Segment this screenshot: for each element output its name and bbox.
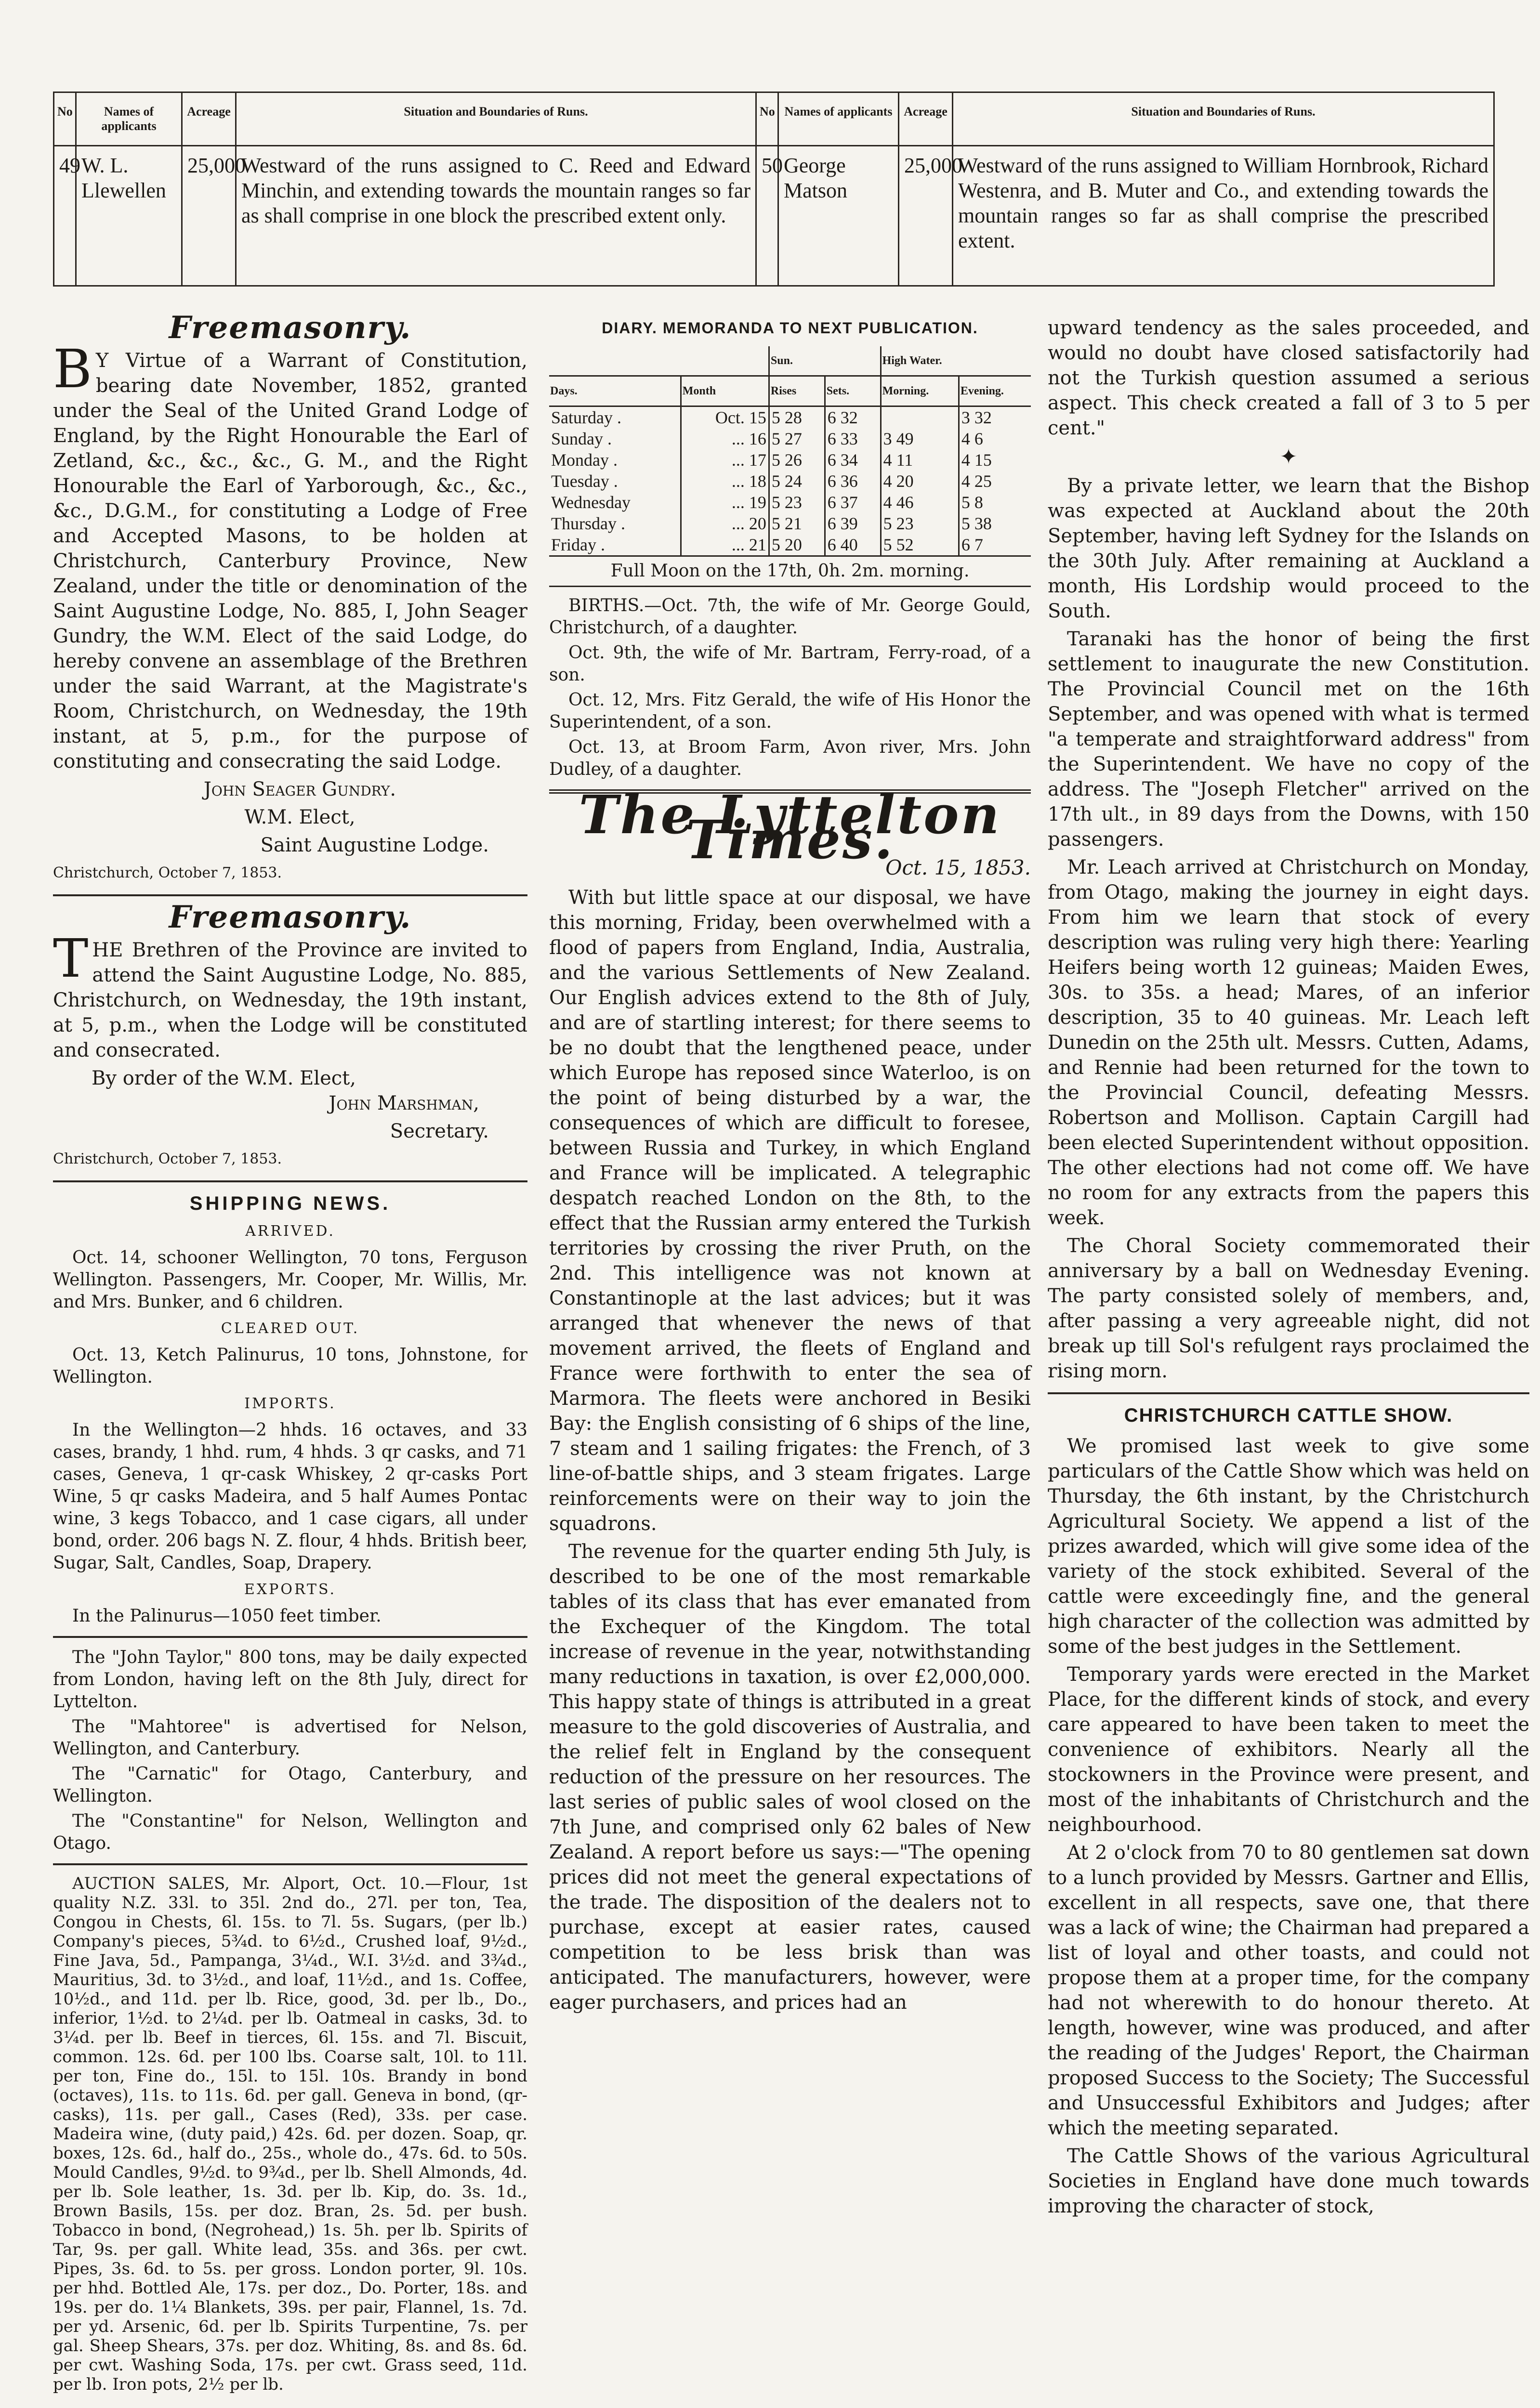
sets-header: Sets. bbox=[825, 376, 881, 406]
cleared-text: Oct. 13, Ketch Palinurus, 10 tons, Johnstone, for Wellington. bbox=[53, 1345, 527, 1387]
water-morning bbox=[881, 406, 959, 429]
header-situation: Situation and Boundaries of Runs. bbox=[953, 92, 1494, 146]
shipping-title: SHIPPING NEWS. bbox=[189, 1193, 391, 1214]
diary-day: Tuesday . bbox=[551, 471, 618, 491]
signature-lodge: Saint Augustine Lodge. bbox=[260, 834, 489, 856]
sun-header: Sun. bbox=[769, 346, 881, 376]
table-row bbox=[549, 534, 1031, 555]
water-header: High Water. bbox=[881, 346, 1031, 376]
header-no: No bbox=[756, 92, 778, 146]
divider bbox=[53, 1863, 527, 1865]
birth-notice: BIRTHS.—Oct. 7th, the wife of Mr. George Gould, Christchurch, of a daughter. bbox=[549, 596, 1031, 638]
freemasonry-heading: Freemasonry. bbox=[169, 310, 412, 346]
water-evening: 4 6 bbox=[959, 428, 1031, 449]
diary-date: ... 20 bbox=[681, 513, 769, 534]
sun-sets: 6 40 bbox=[825, 534, 881, 555]
diary-date: ... 17 bbox=[681, 449, 769, 471]
runs-table bbox=[53, 92, 1495, 287]
sun-sets: 6 33 bbox=[825, 428, 881, 449]
water-morning: 4 46 bbox=[881, 492, 959, 513]
column-left bbox=[53, 310, 527, 2397]
sun-rises: 5 26 bbox=[769, 449, 825, 471]
diary-day: Saturday . bbox=[551, 408, 621, 427]
water-morning: 5 52 bbox=[881, 534, 959, 555]
table-row bbox=[549, 492, 1031, 513]
signature-title: W.M. Elect, bbox=[244, 806, 355, 828]
freemasonry-notice: THE Brethren of the Province are invited to attend the Saint Augustine Lodge, No. 885, Christchurch, on Wednesday, the 19th instant, at 5, p.m., when the Lodge will be constituted and consecrated. bbox=[53, 928, 527, 1061]
diary-date: ... 21 bbox=[681, 534, 769, 555]
sun-rises: 5 20 bbox=[769, 534, 825, 555]
cattle-paragraph: The Cattle Shows of the various Agricultural Societies in England have done much towards improving the character of stock, bbox=[1048, 2145, 1529, 2217]
diary-day: Friday . bbox=[551, 535, 605, 554]
cattle-paragraph: We promised last week to give some particulars of the Cattle Show which was held on Thursday, the 6th instant, by the Christchurch Agricultural Society. We append a list of the prizes awarded, which will give some idea of the variety of the stock exhibited. Several of the cattle were exceedingly fine, and the general high character of the collection was admitted by some of the best judges in the Settlement. bbox=[1048, 1435, 1529, 1658]
table-row bbox=[54, 146, 1494, 286]
sun-sets: 6 36 bbox=[825, 471, 881, 492]
divider bbox=[53, 1636, 527, 1638]
column-middle bbox=[549, 315, 1031, 2018]
diary-title: DIARY. MEMORANDA TO NEXT PUBLICATION. bbox=[602, 319, 978, 337]
water-morning: 3 49 bbox=[881, 428, 959, 449]
column-right bbox=[1048, 315, 1529, 2222]
masthead: The Lyttelton Times. bbox=[579, 784, 1001, 871]
shipping-note: The "John Taylor," 800 tons, may be daily expected from London, having left on the 8th July, direct for Lyttelton. bbox=[53, 1648, 527, 1712]
dateline: Christchurch, October 7, 1853. bbox=[53, 1151, 282, 1167]
news-paragraph: Taranaki has the honor of being the first settlement to inaugurate the new Constitution. The Provincial Council met on the 16th September, and was opened with what is termed "a temperate and straightforward address" from the Superintendent. We have no copy of the address. The "Joseph Fletcher" arrived on the 17th ult., in 89 days from the Downs, with 150 passengers. bbox=[1048, 628, 1529, 851]
cattle-paragraph: At 2 o'clock from 70 to 80 gentlemen sat down to a lunch provided by Messrs. Gartner and Ellis, excellent in all respects, save one, that there was a lack of wine; the Chairman had prepared a list of loyal and other toasts, and could not propose them at a proper time, for the company had not wherewith to do honour thereto. At length, however, wine was produced, and after the reading of the Judges' Report, the Chairman proposed Success to the Society; The Successful and Unsuccessful Exhibitors and Judges; after which the meeting separated. bbox=[1048, 1842, 1529, 2139]
water-evening: 4 25 bbox=[959, 471, 1031, 492]
divider bbox=[1048, 1392, 1529, 1394]
birth-notice: Oct. 9th, the wife of Mr. Bartram, Ferry-road, of a son. bbox=[549, 643, 1031, 685]
diary-day: Sunday . bbox=[551, 429, 612, 448]
run-acreage: 25,000 bbox=[182, 146, 236, 286]
table-row bbox=[549, 449, 1031, 471]
table-row bbox=[549, 406, 1031, 429]
water-evening: 6 7 bbox=[959, 534, 1031, 555]
editorial-paragraph: With but little space at our disposal, we have this morning, Friday, been overwhelmed with a flood of papers from England, India, Australia, and the various Settlements of New Zealand. Our English advices extend to the 8th of July, and are of startling interest; for there seems to be no doubt that the lengthened peace, under which Europe has reposed since Waterloo, is on the point of being disturbed by a war, the consequences of which are difficult to foresee, between Russia and Turkey, in which England and France will be implicated. A telegraphic despatch reached London on the 8th, to the effect that the Russian army entered the Turkish territories by crossing the river Pruth, on the 2nd. This intelligence was not known at Constantinople at the last advices; but it was arranged that whenever the news of that movement arrived, the fleets of England and France were forthwith to enter the sea of Marmora. The fleets were anchored in Besiki Bay: the English consisting of 6 ships of the line, 7 steam and 1 sailing frigates: the French, of 3 line-of-battle ships, and 3 steam frigates. Large reinforcements were on their way to join the squadrons. bbox=[549, 887, 1031, 1535]
header-name: Names of applicants bbox=[778, 92, 899, 146]
run-situation: Westward of the runs assigned to William Hornbrook, Richard Westenra, and B. Muter and Co., and extending towards the mountain ranges so far as shall comprise the prescribed extent. bbox=[953, 146, 1494, 286]
news-paragraph: By a private letter, we learn that the Bishop was expected at Auckland about the 20th September, having left Sydney for the Islands on the 30th July. After remaining at Auckland a month, His Lordship would proceed to the South. bbox=[1048, 475, 1529, 622]
days-header: Days. bbox=[549, 376, 681, 406]
auction-sales: AUCTION SALES, Mr. Alport, Oct. 10.—Flour, 1st quality N.Z. 33l. to 35l. 2nd do., 27l. per ton, Tea, Congou in Chests, 6l. 15s. to 7l. 5s. Sugars, (per lb.) Company's pieces, 5¾d. to 6½d., Crushed loaf, 9½d., Fine Java, 5d., Pampanga, 3¼d., W.I. 3½d. and 3¾d., Mauritius, 3d. to 3½d., and loaf, 11½d., and 1s. Coffee, 10½d., and 11d. per lb. Rice, good, 3d. per lb., Do., inferior, 1½d. to 2¼d. per lb. Oatmeal in casks, 3d. to 3¼d. per lb. Beef in tierces, 6l. 15s. and 7l. Biscuit, common. 12s. 6d. per 100 lbs. Coarse salt, 10l. to 11l. per ton, Fine do., 15l. to 15l. 10s. Brandy in bond (octaves), 11s. to 11s. 6d. per gall. Geneva in bond, (qr-casks), 11s. per gall., Cases (Red), 33s. per case. Madeira wine, (duty paid,) 42s. 6d. per dozen. Soap, qr. boxes, 12s. 6d., half do., 25s., whole do., 47s. 6d. to 50s. Mould Candles, 9½d. to 9¾d., per lb. Shell Almonds, 4d. per lb. Sole leather, 1s. 3d. per lb. Kip, do. 3s. 1d., Brown Basils, 15s. per doz. Bran, 2s. 5d. per bush. Tobacco in bond, (Negrohead,) 1s. 5h. per lb. Spirits of Tar, 9s. per gall. White lead, 35s. and 36s. per cwt. Pipes, 3s. 6d. to 5s. per gross. London porter, 9l. 10s. per hhd. Bottled Ale, 17s. per doz., Do. Porter, 18s. and 19s. per do. 1¼ Blankets, 39s. per pair, Flannel, 1s. 7d. per yd. Arsenic, 6d. per lb. Spirits Turpentine, 7s. per gal. Sheep Shears, 37s. per doz. Whiting, 8s. and 8s. 6d. per cwt. Washing Soda, 17s. per cwt. Grass seed, 11d. per lb. Iron pots, 2½ per lb. bbox=[53, 1874, 527, 2394]
sun-rises: 5 28 bbox=[769, 406, 825, 429]
sun-rises: 5 21 bbox=[769, 513, 825, 534]
divider bbox=[53, 1180, 527, 1182]
diary-date: ... 18 bbox=[681, 471, 769, 492]
applicant-name: W. L. Llewellen bbox=[76, 146, 182, 286]
diary-day: Wednesday bbox=[551, 493, 631, 512]
header-acreage: Acreage bbox=[182, 92, 236, 146]
sun-sets: 6 32 bbox=[825, 406, 881, 429]
cleared-label: CLEARED OUT. bbox=[221, 1320, 360, 1337]
order-line: By order of the W.M. Elect, bbox=[92, 1067, 356, 1089]
run-number: 49 bbox=[54, 146, 76, 286]
news-paragraph: The Choral Society commemorated their anniversary by a ball on Wednesday Evening. The party consisted solely of members, and, after passing a very agreeable night, did not break up till Sol's refulgent rays proclaimed the rising morn. bbox=[1048, 1235, 1529, 1382]
sun-sets: 6 39 bbox=[825, 513, 881, 534]
table-row bbox=[549, 471, 1031, 492]
diary-table bbox=[549, 346, 1031, 555]
freemasonry-heading: Freemasonry. bbox=[169, 899, 412, 935]
ornament-icon: ✦ bbox=[1279, 445, 1298, 469]
shipping-note: The "Carnatic" for Otago, Canterbury, and Wellington. bbox=[53, 1764, 527, 1806]
dateline: Christchurch, October 7, 1853. bbox=[53, 864, 282, 881]
exports-label: EXPORTS. bbox=[244, 1581, 337, 1598]
arrived-text: Oct. 14, schooner Wellington, 70 tons, Ferguson Wellington. Passengers, Mr. Cooper, Mr. Willis, Mr. and Mrs. Bunker, and 6 children. bbox=[53, 1248, 527, 1312]
sun-rises: 5 23 bbox=[769, 492, 825, 513]
sun-sets: 6 37 bbox=[825, 492, 881, 513]
evening-header: Evening. bbox=[959, 376, 1031, 406]
diary-day: Monday . bbox=[551, 450, 618, 470]
moon-note: Full Moon on the 17th, 0h. 2m. morning. bbox=[549, 555, 1031, 587]
signature-name: John Marshman, bbox=[329, 1092, 479, 1114]
sun-rises: 5 27 bbox=[769, 428, 825, 449]
header-name: Names of applicants bbox=[76, 92, 182, 146]
header-acreage: Acreage bbox=[899, 92, 953, 146]
freemasonry-notice: BY Virtue of a Warrant of Constitution, bearing date November, 1852, granted under the Seal of the United Grand Lodge of England, by the Right Honourable the Earl of Zetland, &c., &c., &c., G. M., and the Right Honourable the Earl of Yarborough, &c., &c., &c., D.G.M., for constituting a Lodge of Free and Accepted Masons, to be holden at Christchurch, Canterbury Province, New Zealand, under the title or denomination of the Saint Augustine Lodge, No. 885, I, John Seager Gundry, the W.M. Elect of the said Lodge, do hereby convene an assemblage of the Brethren under the said Warrant, at the Magistrate's Room, Christchurch, on Wednesday, the 19th instant, at 5, p.m., for the purpose of constituting and consecrating the said Lodge. bbox=[53, 338, 527, 772]
water-evening: 5 38 bbox=[959, 513, 1031, 534]
runs-table-header bbox=[54, 92, 1494, 146]
signature-title: Secretary. bbox=[390, 1120, 489, 1142]
rises-header: Rises bbox=[769, 376, 825, 406]
imports-label: IMPORTS. bbox=[244, 1395, 336, 1412]
applicant-name: George Matson bbox=[778, 146, 899, 286]
header-situation: Situation and Boundaries of Runs. bbox=[236, 92, 756, 146]
morning-header: Morning. bbox=[881, 376, 959, 406]
sun-rises: 5 24 bbox=[769, 471, 825, 492]
run-acreage: 25,000 bbox=[899, 146, 953, 286]
cattle-show-title: CHRISTCHURCH CATTLE SHOW. bbox=[1124, 1405, 1453, 1426]
signature-name: John Seager Gundry. bbox=[203, 778, 396, 800]
water-evening: 4 15 bbox=[959, 449, 1031, 471]
exports-text: In the Palinurus—1050 feet timber. bbox=[72, 1606, 382, 1626]
water-evening: 5 8 bbox=[959, 492, 1031, 513]
editorial-date: Oct. 15, 1853. bbox=[885, 856, 1031, 879]
water-morning: 4 11 bbox=[881, 449, 959, 471]
birth-notice: Oct. 13, at Broom Farm, Avon river, Mrs. John Dudley, of a daughter. bbox=[549, 737, 1031, 779]
run-number: 50 bbox=[756, 146, 778, 286]
continued-paragraph: upward tendency as the sales proceeded, and would no doubt have closed satisfactorily had not the Turkish question assumed a serious aspect. This check created a fall of 3 to 5 per cent." bbox=[1048, 317, 1529, 439]
month-header: Month bbox=[681, 376, 769, 406]
table-row bbox=[549, 428, 1031, 449]
table-row bbox=[549, 513, 1031, 534]
news-paragraph: Mr. Leach arrived at Christchurch on Monday, from Otago, making the journey in eight days. From him we learn that stock of every description was ruling very high there: Yearling Heifers being worth 12 guineas; Maiden Ewes, 30s. to 35s. a head; Mares, of an inferior description, 35 to 40 guineas. Mr. Leach left Dunedin on the 25th ult. Messrs. Cutten, Adams, and Rennie had been returned for the town to the Provincial Council, defeating Messrs. Robertson and Mollison. Captain Cargill had been elected Superintendent without opposition. The other elections had not come off. We have no room for any extracts from the papers this week. bbox=[1048, 856, 1529, 1229]
imports-text: In the Wellington—2 hhds. 16 octaves, and 33 cases, brandy, 1 hhd. rum, 4 hhds. 3 qr casks, and 71 cases, Geneva, 1 qr-cask Whiskey, 2 qr-casks Port Wine, 5 qr casks Madeira, and 5 half Aumes Pontac wine, 3 kegs Tobacco, and 1 case cigars, all under bond, order. 206 bags N. Z. flour, 4 hhds. British beer, Sugar, Salt, Candles, Soap, Drapery. bbox=[53, 1420, 527, 1573]
header-no: No bbox=[54, 92, 76, 146]
birth-notice: Oct. 12, Mrs. Fitz Gerald, the wife of His Honor the Superintendent, of a son. bbox=[549, 690, 1031, 732]
run-situation: Westward of the runs assigned to C. Reed and Edward Minchin, and extending towards the mountain ranges so far as shall comprise in one block the prescribed extent only. bbox=[236, 146, 756, 286]
diary-day: Thursday . bbox=[551, 514, 625, 533]
water-morning: 5 23 bbox=[881, 513, 959, 534]
shipping-note: The "Constantine" for Nelson, Wellington and Otago. bbox=[53, 1811, 527, 1853]
diary-date: ... 19 bbox=[681, 492, 769, 513]
arrived-label: ARRIVED. bbox=[245, 1223, 335, 1240]
sun-sets: 6 34 bbox=[825, 449, 881, 471]
diary-date: ... 16 bbox=[681, 428, 769, 449]
editorial-paragraph: The revenue for the quarter ending 5th July, is described to be one of the most remarkable tables of its class that has ever emanated from the Exchequer of the Kingdom. The total increase of revenue in the year, notwithstanding many reductions in taxation, is over £2,000,000. This happy state of things is attributed in a great measure to the gold discoveries of Australia, and the relief felt in England by the consequent reduction of the pressure on her resources. The last series of public sales of wool closed on the 7th June, and comprised only 62 bales of New Zealand. A report before us says:—"The opening prices did not meet the general expectations of the trade. The disposition of the dealers not to purchase, except at easier rates, caused competition to be less brisk than was anticipated. The manufacturers, however, were eager purchasers, and prices had an bbox=[549, 1541, 1031, 2014]
water-morning: 4 20 bbox=[881, 471, 959, 492]
diary-date: Oct. 15 bbox=[681, 406, 769, 429]
cattle-paragraph: Temporary yards were erected in the Market Place, for the different kinds of stock, and every care appeared to have been taken to meet the convenience of exhibitors. Nearly all the stockowners in the Province were present, and most of the inhabitants of Christchurch and the neighbourhood. bbox=[1048, 1663, 1529, 1836]
divider bbox=[53, 894, 527, 896]
water-evening: 3 32 bbox=[959, 406, 1031, 429]
shipping-note: The "Mahtoree" is advertised for Nelson, Wellington, and Canterbury. bbox=[53, 1717, 527, 1759]
